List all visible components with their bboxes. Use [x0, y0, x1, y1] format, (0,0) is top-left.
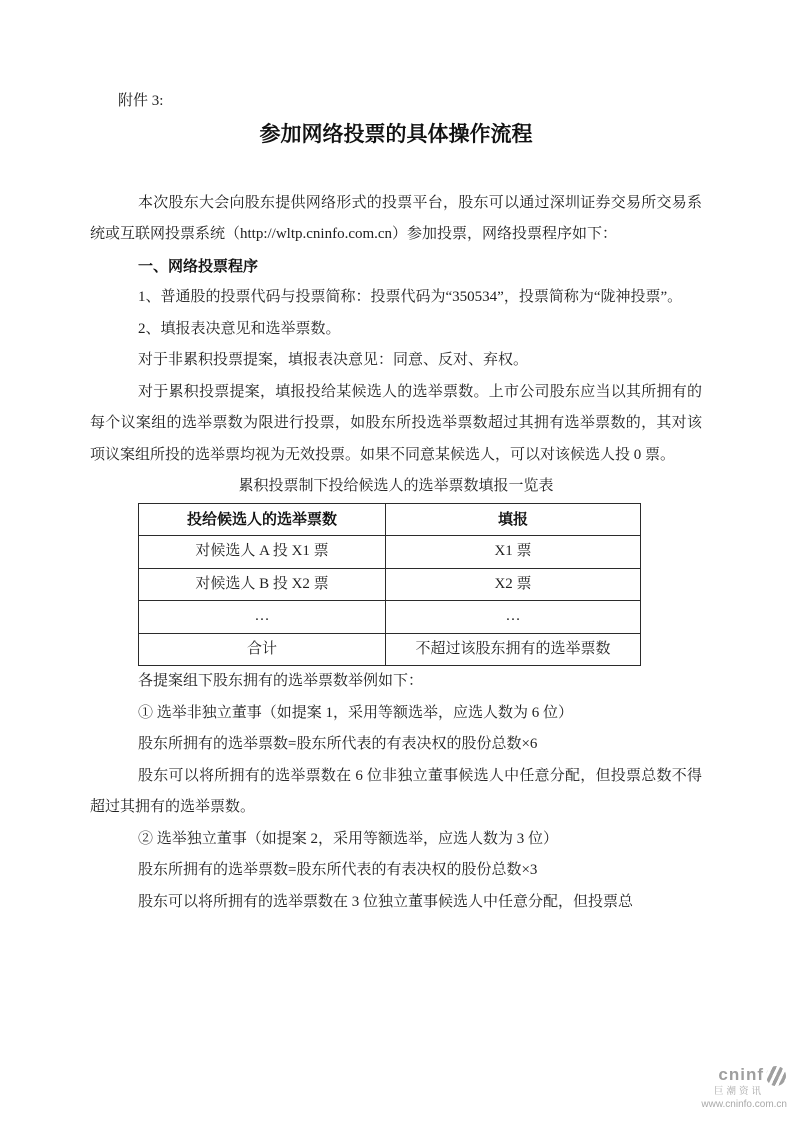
table-title: 累积投票制下投给候选人的选举票数填报一览表 [238, 478, 554, 494]
page-title: 参加网络投票的具体操作流程 [259, 122, 533, 146]
table-header-votes: 投给候选人的选举票数 [139, 503, 386, 536]
example2-formula: 股东所拥有的选举票数=股东所代表的有表决权的股份总数×3 [138, 862, 538, 878]
example1-note: 股东可以将所拥有的选举票数在 6 位非独立董事候选人中任意分配，但投票总数不得超过其拥有的选举票数。 [90, 767, 702, 815]
intro-paragraph: 本次股东大会向股东提供网络形式的投票平台，股东可以通过深圳证券交易所交易系统或互联网投票系统（http://wltp.cninfo.com.cn）参加投票，网络投票程序如下： [90, 194, 702, 242]
example2-title: ② 选举独立董事（如提案 2，采用等额选举，应选人数为 3 位） [138, 830, 559, 847]
cninfo-logo-chinese: 巨潮资讯 [713, 1085, 764, 1097]
attachment-label: 附件 3: [118, 93, 164, 109]
table-row [139, 633, 641, 666]
table-cell: X1 票 [386, 536, 641, 569]
table-header-row [139, 503, 641, 536]
table-header-fill: 填报 [386, 503, 641, 536]
cninfo-logo-url: www.cninfo.com.cn [701, 1099, 787, 1110]
table-cell: … [139, 601, 386, 634]
paragraph-non-cumulative: 对于非累积投票提案，填报表决意见：同意、反对、弃权。 [138, 352, 529, 368]
cninfo-swirl-icon [766, 1066, 786, 1086]
cninfo-logo [668, 1066, 788, 1110]
paragraph-cumulative: 对于累积投票提案，填报投给某候选人的选举票数。上市公司股东应当以其所拥有的每个议案组的选举票数为限进行投票，如股东所投选举票数超过其拥有选举票数的，其对该项议案组所投的选举票均视为无效投票。如果不同意某候选人，可以对该候选人投 0 票。 [90, 383, 702, 463]
examples-intro: 各提案组下股东拥有的选举票数举例如下： [138, 673, 424, 689]
example2-note: 股东可以将所拥有的选举票数在 3 位独立董事候选人中任意分配，但投票总 [138, 893, 634, 910]
table-cell: … [386, 601, 641, 634]
item-vote-code: 1、普通股的投票代码与投票简称：投票代码为“350534”，投票简称为“陇神投票”。 [138, 289, 683, 305]
cumulative-vote-table [138, 503, 641, 667]
example1-formula: 股东所拥有的选举票数=股东所代表的有表决权的股份总数×6 [138, 736, 538, 752]
cninfo-logo-row [668, 1066, 788, 1086]
cninfo-logo-text: cninf [718, 1065, 764, 1085]
item-fill-opinions: 2、填报表决意见和选举票数。 [138, 320, 341, 337]
example1-title: ① 选举非独立董事（如提案 1，采用等额选举，应选人数为 6 位） [138, 704, 574, 721]
section-heading-network-voting: 一、网络投票程序 [138, 257, 259, 275]
table-cell: X2 票 [386, 568, 641, 601]
table-row [139, 568, 641, 601]
table-cell: 不超过该股东拥有的选举票数 [386, 633, 641, 666]
table-row [139, 601, 641, 634]
table-row [139, 536, 641, 569]
table-cell: 对候选人 A 投 X1 票 [139, 536, 386, 569]
document-body [90, 0, 702, 918]
table-cell: 合计 [139, 633, 386, 666]
table-cell: 对候选人 B 投 X2 票 [139, 568, 386, 601]
